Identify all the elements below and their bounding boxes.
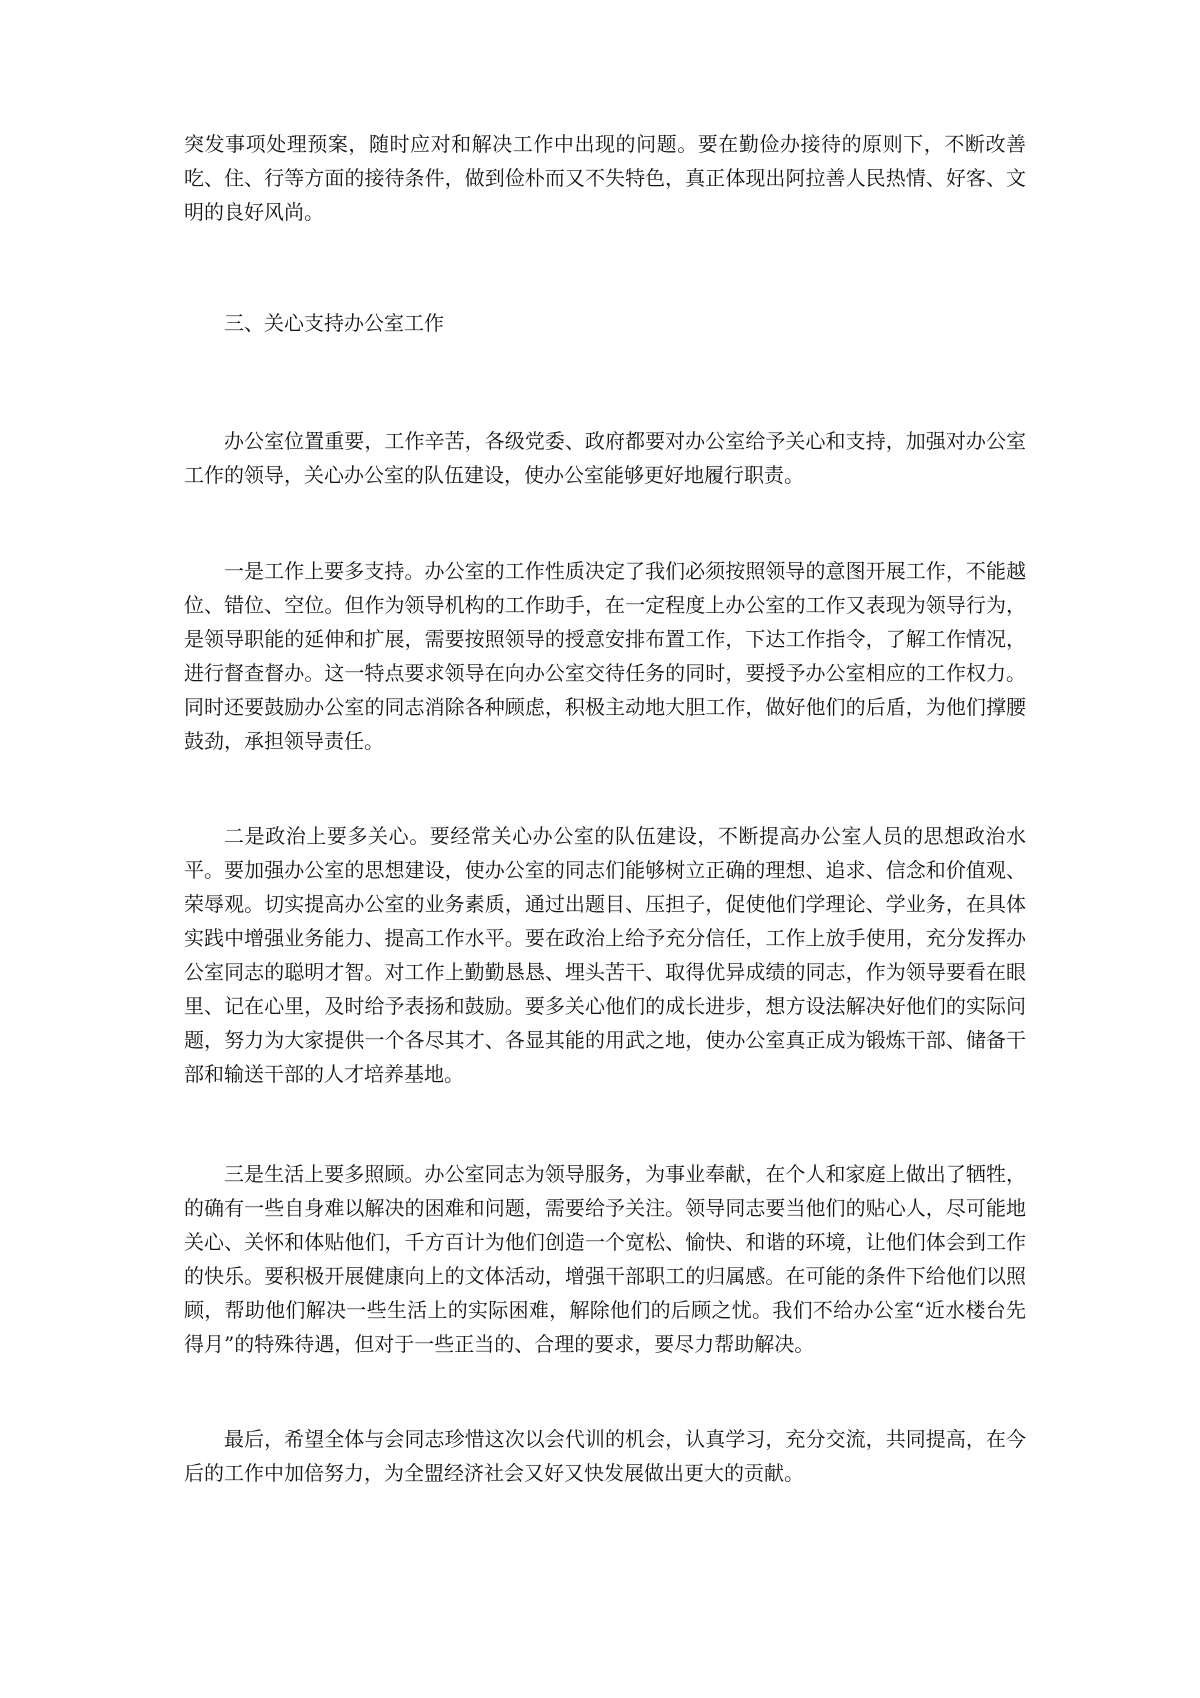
paragraph-political-care: 二是政治上要多关心。要经常关心办公室的队伍建设，不断提高办公室人员的思想政治水平。要加强办公室的思想建设，使办公室的同志们能够树立正确的理想、追求、信念和价值观、荣辱观。切实提高办公室的业务素质，通过出题目、压担子，促使他们学理论、学业务，在具体实践中增强业务能力、提高工作水平。要在政治上给予充分信任，工作上放手使用，充分发挥办公室同志的聪明才智。对工作上勤勤恳恳、埋头苦干、取得优异成绩的同志，作为领导要看在眼里、记在心里，及时给予表扬和鼓励。要多关心他们的成长进步，想方设法解决好他们的实际问题，努力为大家提供一个各尽其才、各显其能的用武之地，使办公室真正成为锻炼干部、储备干部和输送干部的人才培养基地。 [184, 824, 1026, 1086]
paragraph-office-support: 办公室位置重要，工作辛苦，各级党委、政府都要对办公室给予关心和支持，加强对办公室工作的领导，关心办公室的队伍建设，使办公室能够更好地履行职责。 [184, 429, 1026, 487]
section-heading: 三、关心支持办公室工作 [224, 311, 444, 335]
paragraph-work-support: 一是工作上要多支持。办公室的工作性质决定了我们必须按照领导的意图开展工作，不能越位、错位、空位。但作为领导机构的工作助手，在一定程度上办公室的工作又表现为领导行为，是领导职能的延伸和扩展，需要按照领导的授意安排布置工作，下达工作指令，了解工作情况，进行督查督办。这一特点要求领导在向办公室交待任务的同时，要授予办公室相应的工作权力。同时还要鼓励办公室的同志消除各种顾虑，积极主动地大胆工作，做好他们的后盾，为他们撑腰鼓劲，承担领导责任。 [184, 559, 1026, 753]
paragraph-closing: 最后，希望全体与会同志珍惜这次以会代训的机会，认真学习，充分交流，共同提高，在今后的工作中加倍努力，为全盟经济社会又好又快发展做出更大的贡献。 [184, 1427, 1026, 1485]
continued-paragraph: 突发事项处理预案，随时应对和解决工作中出现的问题。要在勤俭办接待的原则下，不断改善吃、住、行等方面的接待条件，做到俭朴而又不失特色，真正体现出阿拉善人民热情、好客、文明的良好风尚。 [184, 132, 1026, 224]
paragraph-life-care: 三是生活上要多照顾。办公室同志为领导服务，为事业奉献，在个人和家庭上做出了牺牲，的确有一些自身难以解决的困难和问题，需要给予关注。领导同志要当他们的贴心人，尽可能地关心、关怀和体贴他们，千方百计为他们创造一个宽松、愉快、和谐的环境，让他们体会到工作的快乐。要积极开展健康向上的文体活动，增强干部职工的归属感。在可能的条件下给他们以照顾，帮助他们解决一些生活上的实际困难，解除他们的后顾之忧。我们不给办公室“近水楼台先得月”的特殊待遇，但对于一些正当的、合理的要求，要尽力帮助解决。 [184, 1162, 1026, 1356]
